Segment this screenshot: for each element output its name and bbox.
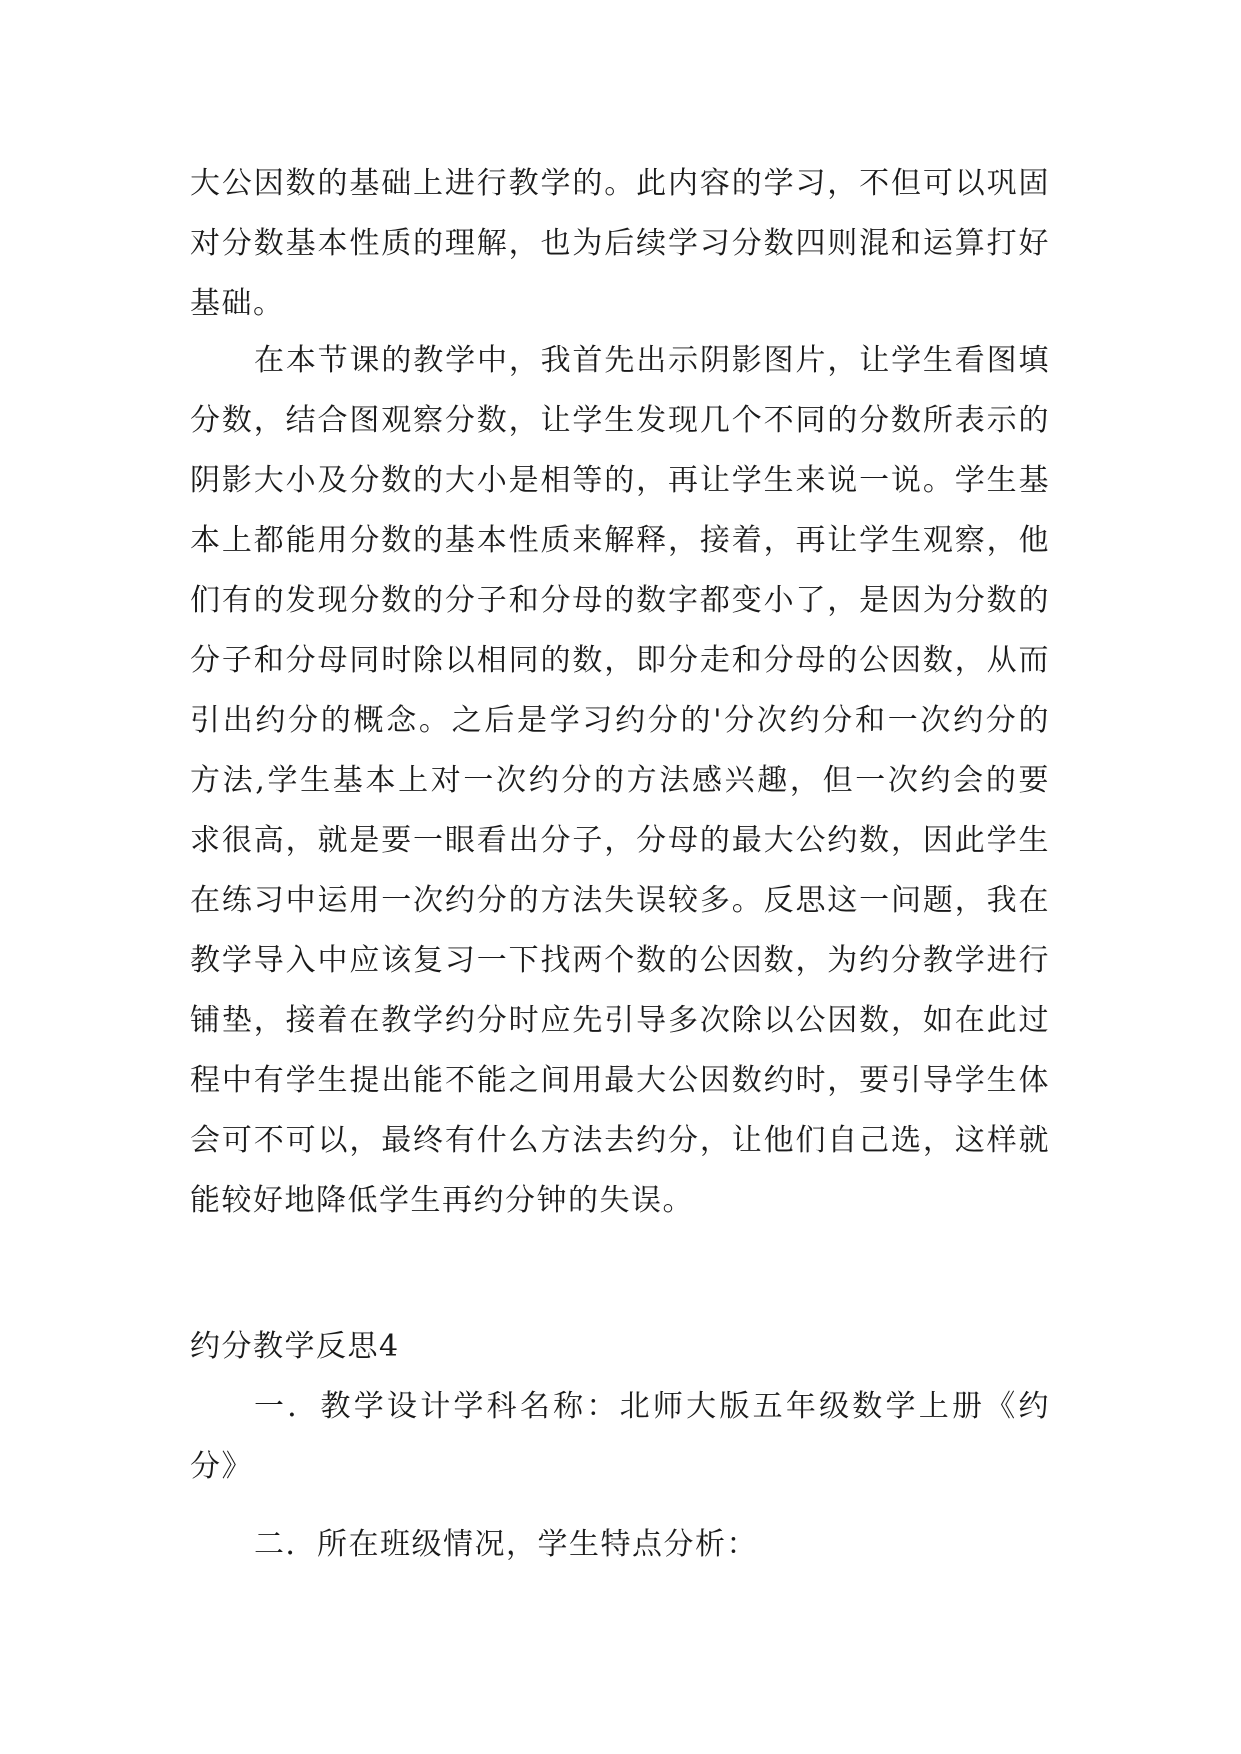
paragraph-reflection-text: 在本节课的教学中，我首先出示阴影图片，让学生看图填分数，结合图观察分数，让学生发现几个不同的分数所表示的阴影大小及分数的大小是相等的，再让学生来说一说。学生基本上都能用分数的基本性质来解释，接着，再让学生观察，他们有的发现分数的分子和分母的数字都变小了，是因为分数的分子和分母同时除以相同的数，即分走和分母的公因数，从而引出约分的概念。之后是学习约分的'分次约分和一次约分的方法,学生基本上对一次约分的方法感兴趣，但一次约会的要求很高，就是要一眼看出分子，分母的最大公约数，因此学生在练习中运用一次约分的方法失误较多。反思这一问题，我在教学导入中应该复习一下找两个数的公因数，为约分教学进行铺垫，接着在教学约分时应先引导多次除以公因数，如在此过程中有学生提出能不能之间用最大公因数约时，要引导学生体会可不可以，最终有什么方法去约分，让他们自己选，这样就能较好地降低学生再约分钟的失误。 (190, 343, 1050, 1218)
item-class-analysis: 二．所在班级情况，学生特点分析： (254, 1527, 758, 1562)
item-subject-name: 一．教学设计学科名称：北师大版五年级数学上册《约分》 (190, 1389, 1050, 1484)
section-items (190, 1377, 1050, 1575)
paragraph-continued-text: 大公因数的基础上进行教学的。此内容的学习，不但可以巩固对分数基本性质的理解，也为后续学习分数四则混和运算打好基础。 (190, 166, 1050, 321)
paragraph-continued (190, 154, 1050, 334)
paragraph-reflection (190, 331, 1050, 1231)
section-title: 约分教学反思4 (190, 1329, 400, 1364)
